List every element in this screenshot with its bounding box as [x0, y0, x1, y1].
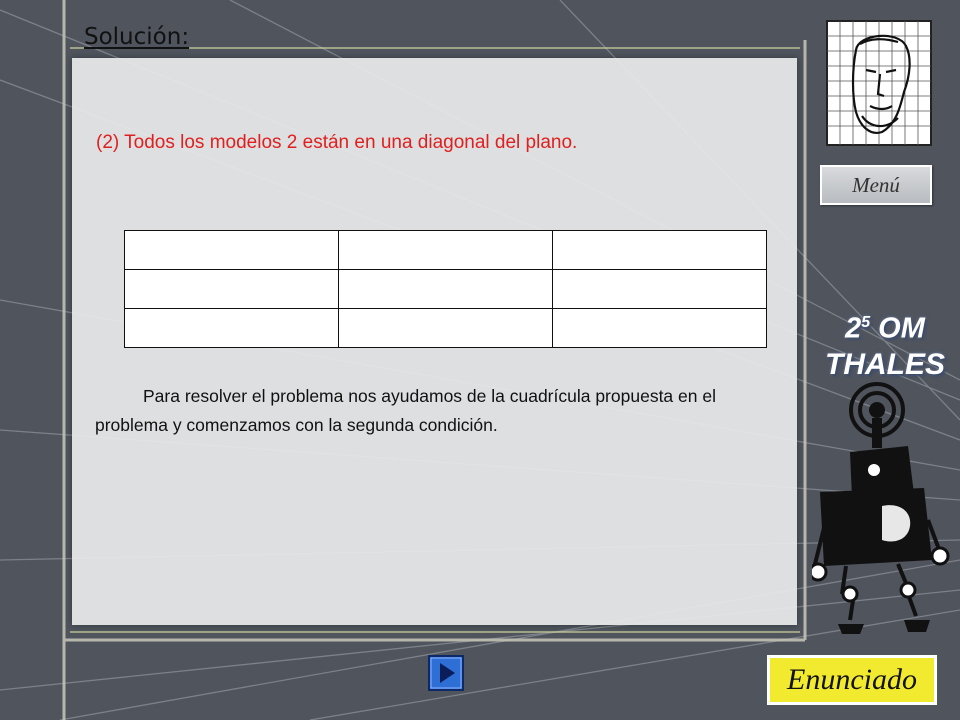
grid-cell: [553, 231, 767, 270]
page-title: Solución:: [84, 24, 190, 50]
statement-text: (2) Todos los modelos 2 están en una diagonal del plano.: [96, 132, 578, 153]
menu-button[interactable]: Menú: [820, 165, 932, 205]
explanation-paragraph: [95, 382, 765, 440]
grid-cell: [339, 270, 553, 309]
grid-cell: [553, 309, 767, 348]
grid-cell: [125, 309, 339, 348]
grid-cell: [125, 231, 339, 270]
grid-row: [125, 231, 767, 270]
grid-cell: [339, 231, 553, 270]
grid-cell: [339, 309, 553, 348]
brand-superscript: 5: [861, 314, 871, 331]
grid-cell: [553, 270, 767, 309]
enunciado-button[interactable]: Enunciado: [767, 655, 937, 705]
brand-thales: THALES: [825, 347, 945, 381]
grid-table: [124, 230, 767, 348]
brand-number: 2: [845, 312, 862, 345]
next-slide-button[interactable]: [428, 655, 464, 691]
grid-row: [125, 309, 767, 348]
explanation-text: Para resolver el problema nos ayudamos de la cuadrícula propuesta en el problema y comenzamos con la segunda condición.: [95, 386, 716, 435]
grid-cell: [125, 270, 339, 309]
brand-om: OM: [870, 312, 925, 345]
thales-portrait-icon: [826, 20, 932, 146]
grid-row: [125, 270, 767, 309]
brand-title: [810, 305, 960, 383]
robot-mascot-icon: [812, 380, 952, 636]
